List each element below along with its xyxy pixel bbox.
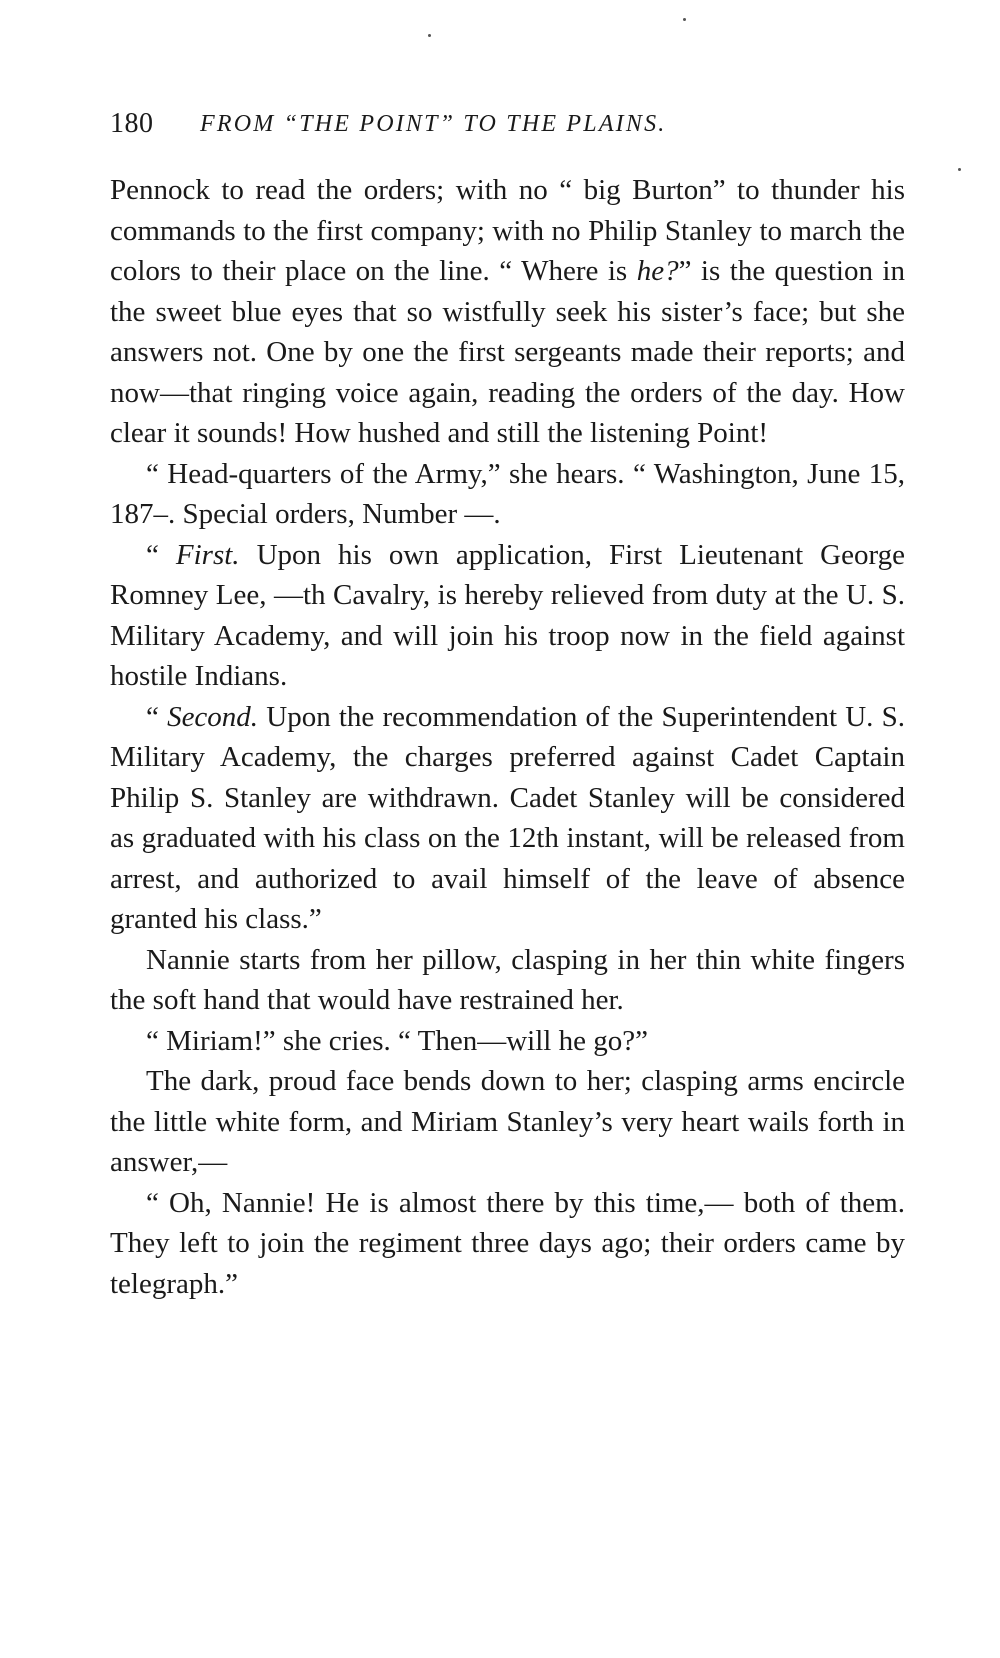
paragraph xyxy=(110,697,905,940)
text-run: “ Miriam!” she cries. “ Then—will he go?” xyxy=(146,1024,648,1057)
italic-text: Second. xyxy=(167,700,259,733)
text-run: “ Oh, Nannie! He is almost there by this time,— both of them. They left to join the regiment three days ago; their orders came by telegraph.” xyxy=(110,1186,905,1300)
book-page xyxy=(110,100,905,1304)
running-title: FROM “THE POINT” TO THE PLAINS. xyxy=(200,111,667,137)
running-header xyxy=(110,100,905,148)
paragraph xyxy=(110,535,905,697)
text-run: Upon the recommendation of the Superintendent U. S. Military Academy, the charges preferred against Cadet Captain Philip S. Stanley are withdrawn. Cadet Stanley will be considered as graduated with his class on the 12th instant, will be released from arrest, and authorized to avail himself of the leave of absence granted his class.” xyxy=(110,700,905,935)
text-run: Pennock to read the orders; with no “ big Burton” to thunder his commands to the first company; with no Philip Stanley to march the colors to their place on the line. “ Where is xyxy=(110,174,905,287)
paragraph xyxy=(110,1061,905,1183)
text-run: ” is the question in the sweet blue eyes that so wistfully seek his sister’s face; but she answers not. One by one the first sergeants made their reports; and now—that ringing voice again, reading the orders of the day. How clear it sounds! How hushed and still the listening Point! xyxy=(110,255,905,449)
text-run: “ Head-quarters of the Army,” she hears. “ Washington, June 15, 187–. Special orders, Number —. xyxy=(110,457,905,530)
paragraph xyxy=(110,1021,905,1062)
paragraph xyxy=(110,170,905,454)
paragraph xyxy=(110,940,905,1021)
text-run: “ xyxy=(146,538,176,571)
text-run: Upon his own application, First Lieutenant George Romney Lee, —th Cavalry, is hereby relieved from duty at the U. S. Military Academy, and will join his troop now in the field against hostile Indians. xyxy=(110,538,905,692)
paragraph xyxy=(110,1183,905,1305)
page-number: 180 xyxy=(110,108,154,139)
print-speck xyxy=(428,34,431,37)
body-text xyxy=(110,170,905,1304)
text-run: “ xyxy=(146,700,168,733)
italic-text: First. xyxy=(175,538,240,571)
print-speck xyxy=(958,168,961,171)
print-speck xyxy=(683,18,686,21)
italic-text: he? xyxy=(636,255,679,287)
paragraph xyxy=(110,454,905,535)
text-run: Nannie starts from her pillow, clasping in her thin white fingers the soft hand that would have restrained her. xyxy=(110,943,905,1016)
text-run: The dark, proud face bends down to her; clasping arms encircle the little white form, and Miriam Stanley’s very heart wails forth in answer,— xyxy=(110,1065,905,1178)
